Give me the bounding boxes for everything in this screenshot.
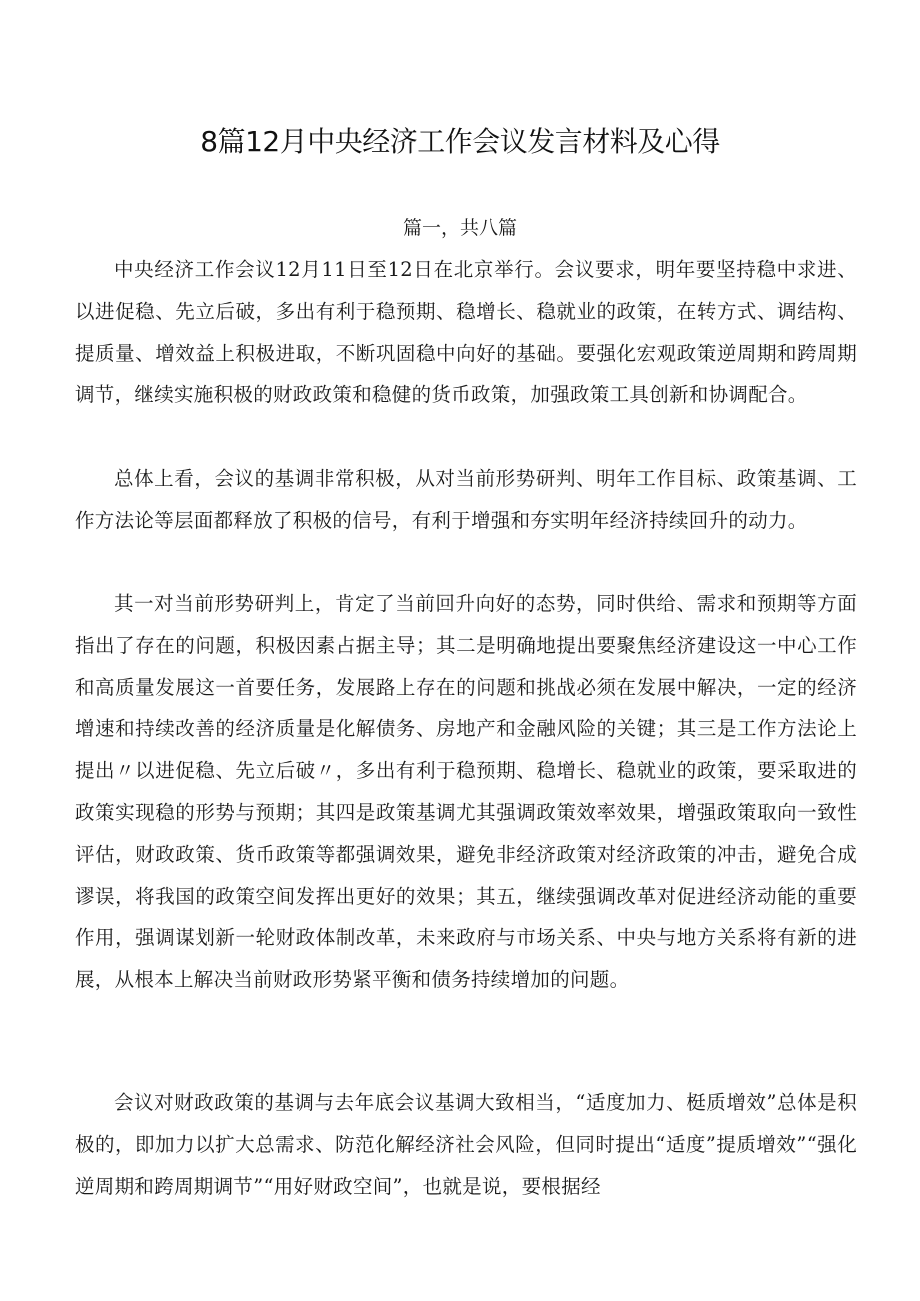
- section-heading: 篇一，共八篇: [402, 217, 517, 239]
- paragraph-1: 中央经济工作会议12月11日至12日在北京举行。会议要求，明年要坚持稳中求进、以进促稳、先立后破，多出有利于稳预期、稳增长、稳就业的政策，在转方式、调结构、提质量、增效益上积极进取，不断巩固稳中向好的基础。要强化宏观政策逆周期和跨周期调节，继续实施积极的财政政策和稳健的货币政策，加强政策工具创新和协调配合。: [75, 258, 857, 407]
- paragraph-2: 总体上看，会议的基调非常积极，从对当前形势研判、明年工作目标、政策基调、工作方法论等层面都释放了积极的信号，有利于增强和夯实明年经济持续回升的动力。: [75, 467, 857, 532]
- paragraph-4: 会议对财政政策的基调与去年底会议基调大致相当，“适度加力、梃质增效”总体是积极的，即加力以扩大总需求、防范化解经济社会风险，但同时提出“适度”提质增效”“强化逆周期和跨周期调节”“用好财政空间”，也就是说，要根据经: [75, 1091, 857, 1198]
- document-title: 8篇12月中央经济工作会议发言材料及心得: [200, 125, 720, 158]
- paragraph-3: 其一对当前形势研判上，肯定了当前回升向好的态势，同时供给、需求和预期等方面指出了存在的问题，积极因素占据主导；其二是明确地提出要聚焦经济建设这一中心工作和高质量发展这一首要任务，发展路上存在的问题和挑战必须在发展中解决，一定的经济增速和持续改善的经济质量是化解债务、房地产和金融风险的关键；其三是工作方法论上提出〃以进促稳、先立后破〃，多出有利于稳预期、稳增长、稳就业的政策，要采取进的政策实现稳的形势与预期；其四是政策基调尤其强调政策效率效果，增强政策取向一致性评估，财政政策、货币政策等都强调效果，避免非经济政策对经济政策的冲击，避免合成谬误，将我国的政策空间发挥出更好的效果；其五，继续强调改革对促进经济动能的重要作用，强调谋划新一轮财政体制改革，未来政府与市场关系、中央与地方关系将有新的进展，从根本上解决当前财政形势紧平衡和债务持续增加的问题。: [75, 592, 857, 992]
